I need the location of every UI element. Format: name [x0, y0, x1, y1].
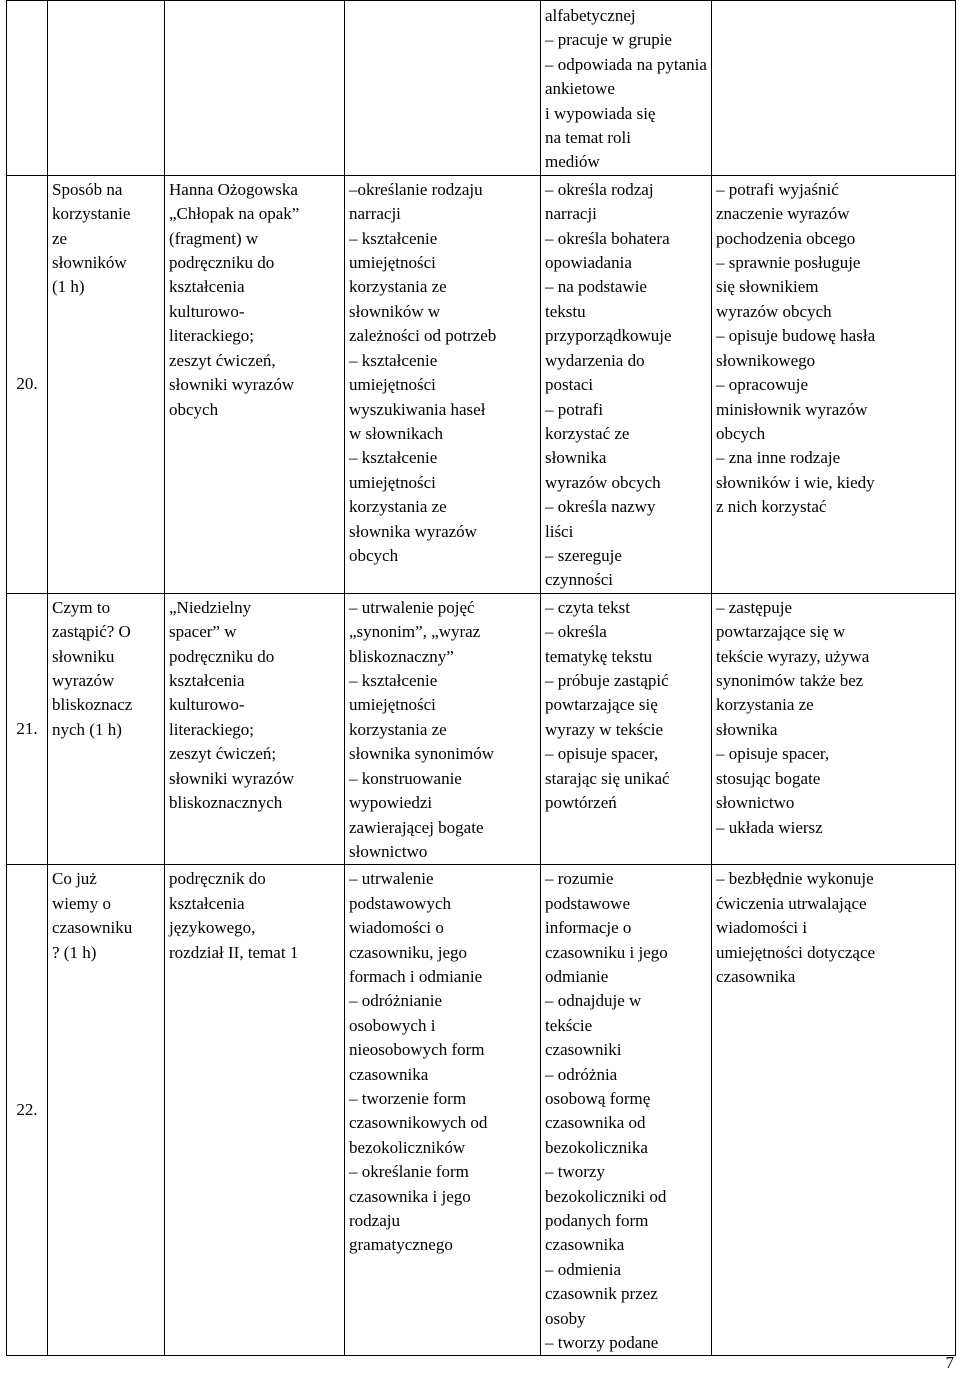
materials-cell: Hanna Ożogowska „Chłopak na opak” (fragment) w podręczniku do kształcenia kulturowo- literackiego; zeszyt ćwiczeń, słowniki wyrazów obcych: [165, 175, 345, 593]
goals-cell: – utrwalenie pojęć „synonim”, „wyraz bliskoznaczny” – kształcenie umiejętności korzystania ze słownika synonimów – konstruowanie wypowiedzi zawierającej bogate słownictwo: [345, 593, 541, 864]
table-row-21: [7, 593, 956, 864]
extended-requirements-cell: – potrafi wyjaśnić znaczenie wyrazów pochodzenia obcego – sprawnie posługuje się słownikiem wyrazów obcych – opisuje budowę hasła słownikowego – opracowuje minisłownik wyrazów obcych – zna inne rodzaje słowników i wie, kiedy z nich korzystać: [712, 175, 956, 593]
goals-cell: [345, 1, 541, 176]
extended-requirements-cell: [712, 1, 956, 176]
goals-cell: – utrwalenie podstawowych wiadomości o czasowniku, jego formach i odmianie – odróżnianie osobowych i nieosobowych form czasownika – tworzenie form czasownikowych od bezokoliczników – określanie form czasownika i jego rodzaju gramatycznego: [345, 865, 541, 1356]
table-row-22: [7, 865, 956, 1356]
lesson-number: 22.: [7, 865, 48, 1356]
extended-requirements-cell: – bezbłędnie wykonuje ćwiczenia utrwalające wiadomości i umiejętności dotyczące czasownika: [712, 865, 956, 1356]
lesson-number: 20.: [7, 175, 48, 593]
extended-requirements-cell: – zastępuje powtarzające się w tekście wyrazy, używa synonimów także bez korzystania ze słownika – opisuje spacer, stosując bogate słownictwo – układa wiersz: [712, 593, 956, 864]
basic-requirements-cell: – określa rodzaj narracji – określa bohatera opowiadania – na podstawie tekstu przyporządkowuje wydarzenia do postaci – potrafi korzystać ze słownika wyrazów obcych – określa nazwy liści – szereguje czynności: [541, 175, 712, 593]
materials-cell: „Niedzielny spacer” w podręczniku do kształcenia kulturowo- literackiego; zeszyt ćwiczeń; słowniki wyrazów bliskoznacznych: [165, 593, 345, 864]
basic-requirements-cell: – czyta tekst – określa tematykę tekstu – próbuje zastąpić powtarzające się wyrazy w tekście – opisuje spacer, starając się unikać powtórzeń: [541, 593, 712, 864]
lesson-plan-table: [6, 0, 956, 1356]
empty-cell: [7, 1, 48, 176]
materials-cell: podręcznik do kształcenia językowego, rozdział II, temat 1: [165, 865, 345, 1356]
basic-requirements-cell: – rozumie podstawowe informacje o czasowniku i jego odmianie – odnajduje w tekście czasowniki – odróżnia osobową formę czasownika od bezokolicznika – tworzy bezokoliczniki od podanych form czasownika – odmienia czasownik przez osoby – tworzy podane: [541, 865, 712, 1356]
basic-requirements-cell: alfabetycznej – pracuje w grupie – odpowiada na pytania ankietowe i wypowiada się na temat roli mediów: [541, 1, 712, 176]
lesson-number: 21.: [7, 593, 48, 864]
table-row-20: [7, 175, 956, 593]
empty-cell: [165, 1, 345, 176]
page-number: 7: [945, 1353, 954, 1372]
empty-cell: [48, 1, 165, 176]
topic-cell: Co już wiemy o czasowniku ? (1 h): [48, 865, 165, 1356]
table-row-continuation: [7, 1, 956, 176]
topic-cell: Sposób na korzystanie ze słowników (1 h): [48, 175, 165, 593]
goals-cell: –określanie rodzaju narracji – kształcenie umiejętności korzystania ze słowników w zależności od potrzeb – kształcenie umiejętności wyszukiwania haseł w słownikach – kształcenie umiejętności korzystania ze słownika wyrazów obcych: [345, 175, 541, 593]
topic-cell: Czym to zastąpić? O słowniku wyrazów bliskoznacz nych (1 h): [48, 593, 165, 864]
